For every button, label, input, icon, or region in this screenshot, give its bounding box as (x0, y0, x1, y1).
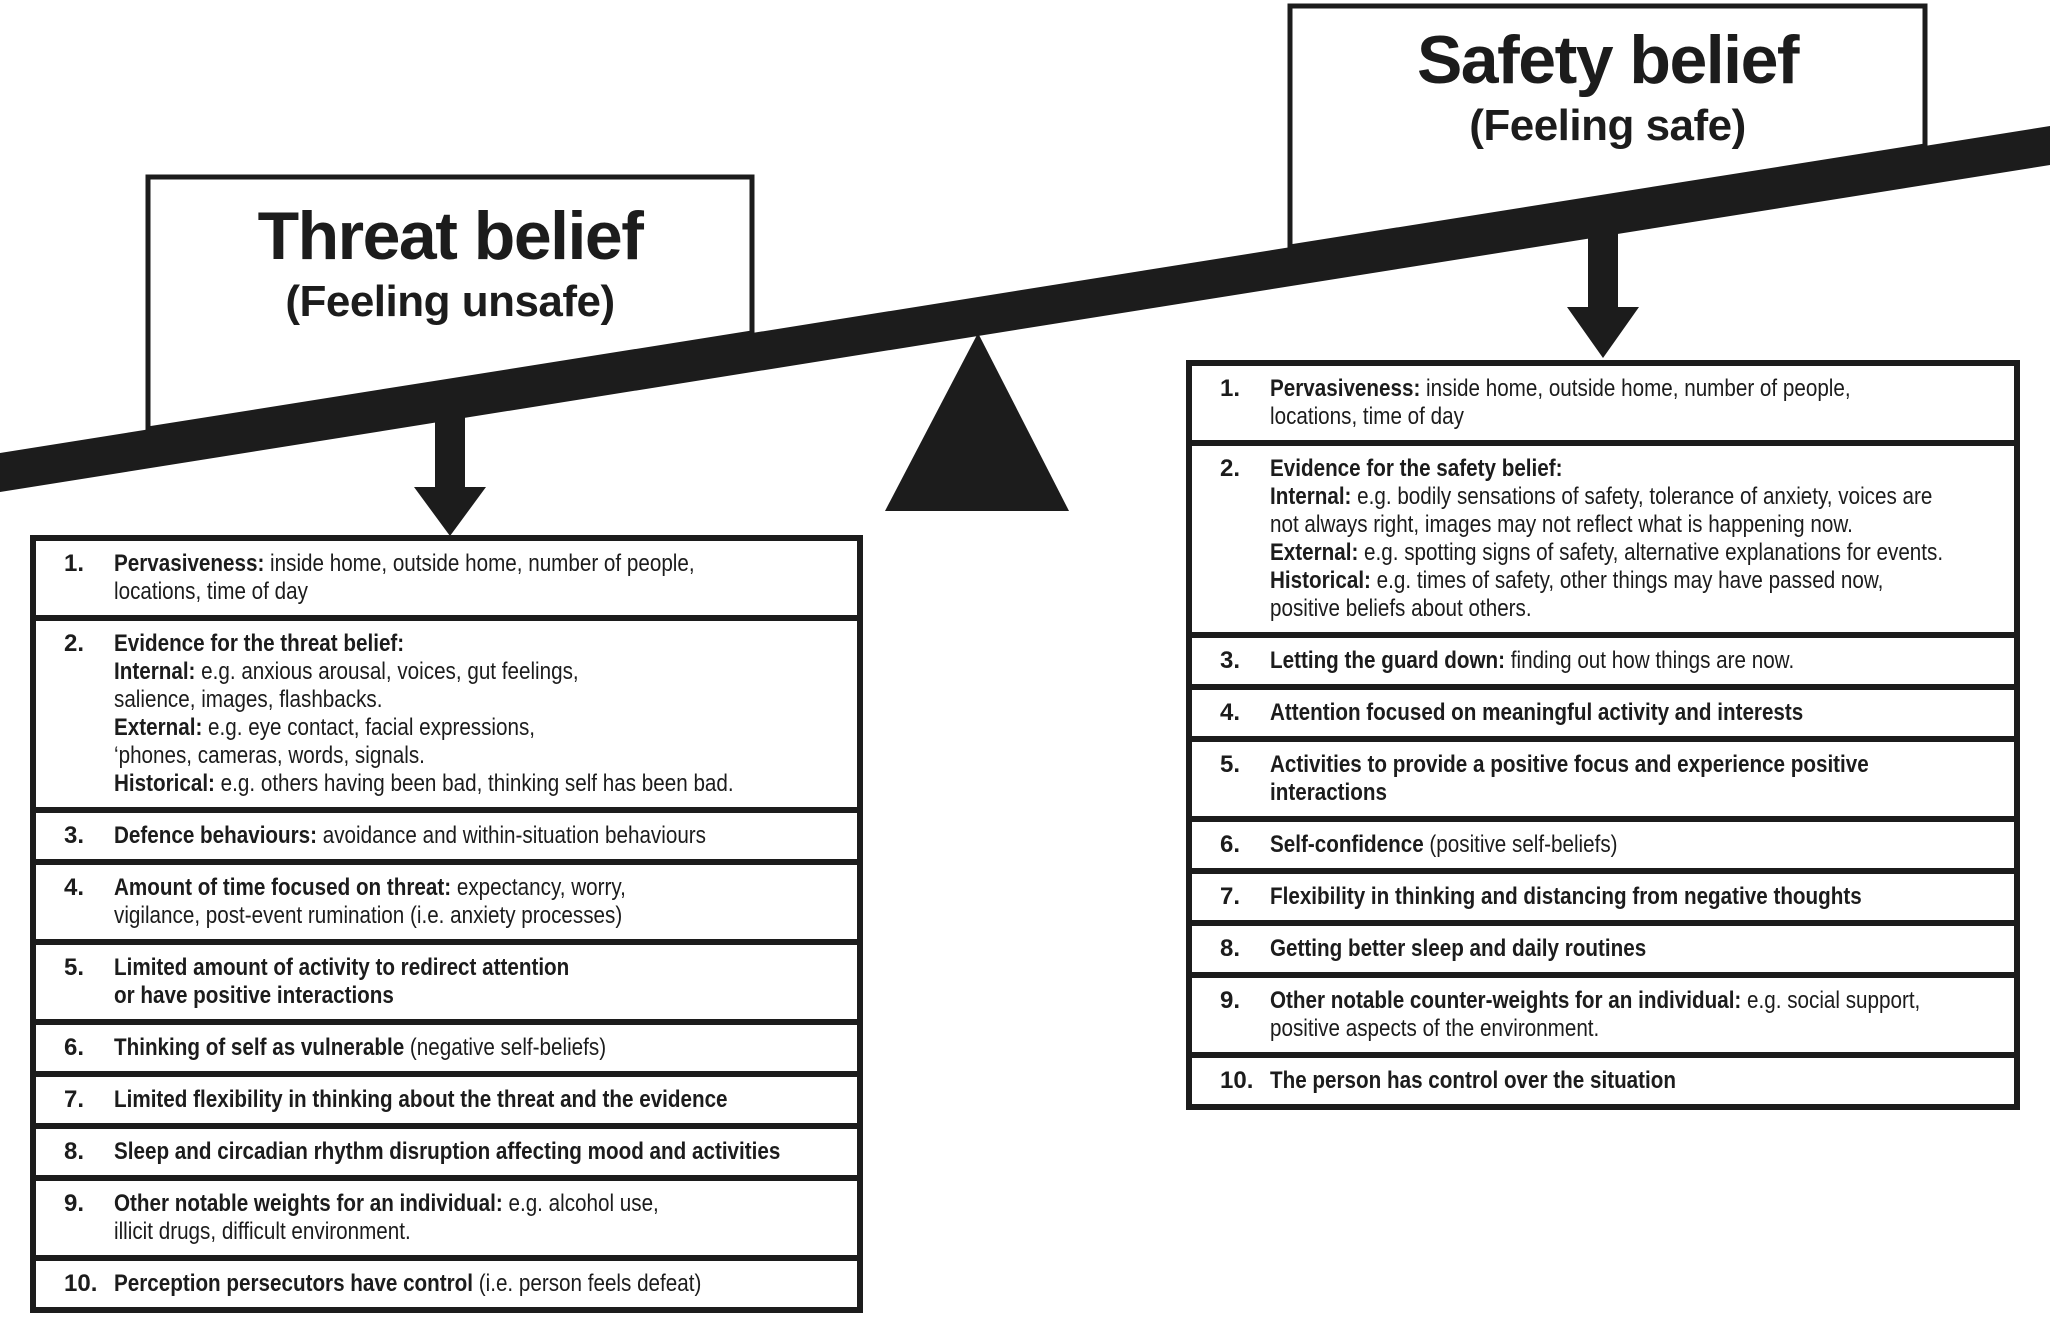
safety-list-row (1192, 736, 2014, 816)
threat-list-row (36, 807, 857, 859)
threat-belief-subtitle: (Feeling unsafe) (285, 277, 615, 327)
item-number: 10. (1220, 1067, 1254, 1094)
item-number: 5. (64, 954, 85, 981)
item-text-line: Limited amount of activity to redirect attention (114, 954, 570, 981)
safety-list-row (1192, 440, 2014, 632)
item-text-line: illicit drugs, difficult environment. (114, 1218, 411, 1245)
item-text-line: External: e.g. eye contact, facial expressions, (114, 714, 536, 741)
item-number: 2. (1220, 455, 1241, 482)
item-number: 3. (64, 822, 85, 849)
item-number: 6. (1220, 831, 1241, 858)
threat-belief-title-block (148, 200, 752, 327)
item-text-line: Self-confidence (positive self-beliefs) (1270, 831, 1618, 858)
item-text-line: ‘phones, cameras, words, signals. (114, 742, 425, 769)
item-number: 1. (1220, 375, 1241, 402)
item-text-line: Historical: e.g. times of safety, other things may have passed now, (1270, 567, 1884, 594)
item-text-line: Thinking of self as vulnerable (negative self-beliefs) (114, 1034, 607, 1061)
safety-list-row (1192, 920, 2014, 972)
item-text-line: locations, time of day (1270, 403, 1464, 430)
item-text (1270, 455, 1943, 623)
fulcrum-triangle-icon (885, 333, 1069, 511)
item-number: 7. (64, 1086, 85, 1113)
threat-list-row (36, 939, 857, 1019)
item-text (1270, 751, 1901, 807)
item-text-line: Sleep and circadian rhythm disruption affecting mood and activities (114, 1138, 781, 1165)
threat-list-row (36, 615, 857, 807)
item-text-line: Letting the guard down: finding out how things are now. (1270, 647, 1795, 674)
item-text-line: Getting better sleep and daily routines (1270, 935, 1647, 962)
item-number: 9. (64, 1190, 85, 1217)
safety-belief-subtitle: (Feeling safe) (1469, 101, 1746, 151)
item-text (1270, 831, 1901, 859)
item-text-line: Evidence for the safety belief: (1270, 455, 1563, 482)
item-text-line: The person has control over the situation (1270, 1067, 1676, 1094)
item-text (114, 1138, 780, 1166)
safety-list-row (1192, 366, 2014, 440)
threat-belief-title: Threat belief (257, 198, 643, 274)
threat-list-row (36, 1175, 857, 1255)
item-text-line: not always right, images may not reflect what is happening now. (1270, 511, 1853, 538)
item-text (114, 630, 744, 798)
item-text (114, 1190, 744, 1246)
item-text (114, 550, 744, 606)
item-number: 9. (1220, 987, 1241, 1014)
item-number: 2. (64, 630, 85, 657)
item-text-line: interactions (1270, 779, 1387, 806)
threat-list-row (36, 541, 857, 615)
item-text-line: Pervasiveness: inside home, outside home, number of people, (1270, 375, 1851, 402)
item-text (114, 874, 744, 930)
item-number: 3. (1220, 647, 1241, 674)
item-text (1270, 647, 1901, 675)
item-text-line: vigilance, post-event rumination (i.e. anxiety processes) (114, 902, 623, 929)
item-text-line: Internal: e.g. bodily sensations of safety, tolerance of anxiety, voices are (1270, 483, 1933, 510)
item-number: 1. (64, 550, 85, 577)
item-text (114, 1086, 744, 1114)
threat-list-row (36, 1019, 857, 1071)
item-text-line: locations, time of day (114, 578, 308, 605)
safety-belief-title: Safety belief (1416, 22, 1799, 98)
item-text (1270, 375, 1901, 431)
item-text (1270, 1067, 1901, 1095)
threat-list-row (36, 1071, 857, 1123)
safety-list-row (1192, 632, 2014, 684)
item-number: 8. (64, 1138, 85, 1165)
item-number: 4. (64, 874, 85, 901)
item-text-line: Evidence for the threat belief: (114, 630, 405, 657)
threat-list-row (36, 1123, 857, 1175)
item-text (1270, 883, 1901, 911)
item-text (1270, 699, 1901, 727)
safety-belief-list (1186, 360, 2020, 1110)
item-text-line: Limited flexibility in thinking about the threat and the evidence (114, 1086, 728, 1113)
item-text (1270, 987, 1920, 1043)
item-text (114, 822, 744, 850)
item-text-line: Other notable counter-weights for an individual: e.g. social support, (1270, 987, 1921, 1014)
safety-list-row (1192, 1052, 2014, 1104)
item-text-line: salience, images, flashbacks. (114, 686, 383, 713)
item-number: 10. (64, 1270, 98, 1297)
safety-list-row (1192, 684, 2014, 736)
item-number: 6. (64, 1034, 85, 1061)
item-number: 4. (1220, 699, 1241, 726)
item-text-line: Amount of time focused on threat: expectancy, worry, (114, 874, 626, 901)
item-text-line: Attention focused on meaningful activity and interests (1270, 699, 1804, 726)
item-number: 8. (1220, 935, 1241, 962)
safety-belief-title-block (1290, 24, 1925, 151)
item-text-line: Internal: e.g. anxious arousal, voices, gut feelings, (114, 658, 579, 685)
item-text-line: positive aspects of the environment. (1270, 1015, 1600, 1042)
item-text-line: Other notable weights for an individual: e.g. alcohol use, (114, 1190, 659, 1217)
item-text (1270, 935, 1901, 963)
item-text-line: Defence behaviours: avoidance and within-situation behaviours (114, 822, 707, 849)
item-text-line: Historical: e.g. others having been bad, thinking self has been bad. (114, 770, 734, 797)
item-text-line: positive beliefs about others. (1270, 595, 1532, 622)
item-text (114, 1270, 744, 1298)
item-text-line: Pervasiveness: inside home, outside home, number of people, (114, 550, 695, 577)
threat-list-row (36, 1255, 857, 1307)
safety-list-row (1192, 868, 2014, 920)
item-text-line: Perception persecutors have control (i.e. person feels defeat) (114, 1270, 702, 1297)
item-text (114, 954, 744, 1010)
item-text-line: Flexibility in thinking and distancing from negative thoughts (1270, 883, 1862, 910)
safety-list-row (1192, 816, 2014, 868)
item-text-line: External: e.g. spotting signs of safety, alternative explanations for events. (1270, 539, 1944, 566)
threat-belief-list (30, 535, 863, 1313)
item-number: 5. (1220, 751, 1241, 778)
item-text-line: or have positive interactions (114, 982, 394, 1009)
safety-list-row (1192, 972, 2014, 1052)
item-text-line: Activities to provide a positive focus and experience positive (1270, 751, 1869, 778)
item-text (114, 1034, 744, 1062)
item-number: 7. (1220, 883, 1241, 910)
threat-list-row (36, 859, 857, 939)
